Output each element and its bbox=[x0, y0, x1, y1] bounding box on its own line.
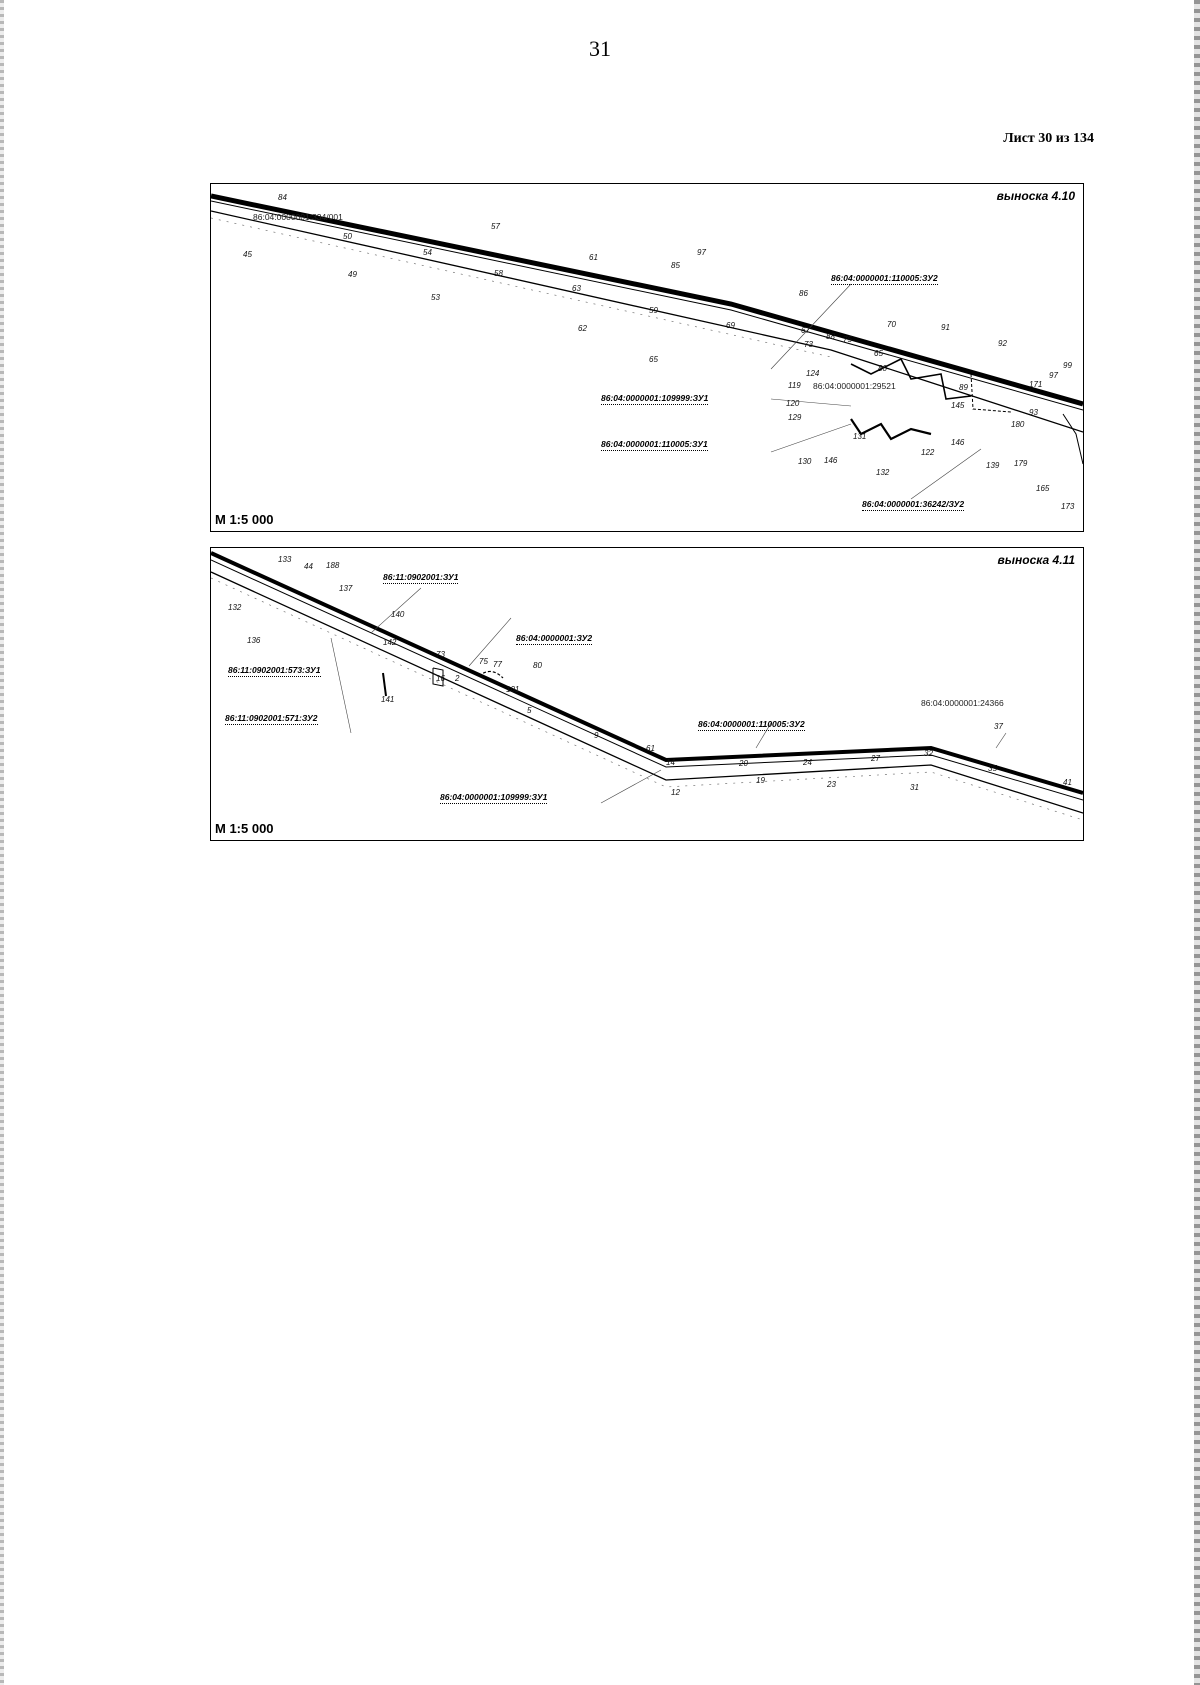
scan-edge-right bbox=[1194, 0, 1200, 1685]
point-label: 20 bbox=[739, 759, 748, 768]
point-label: 75 bbox=[843, 335, 852, 344]
leader-line bbox=[771, 284, 851, 369]
map-callout-4-11 bbox=[210, 547, 1084, 841]
cadastral-label: 86:04:0000001:24366 bbox=[921, 698, 1004, 708]
leader-line bbox=[469, 618, 511, 666]
cadastral-label: 86:04:0000001:36242/ЗУ2 bbox=[862, 499, 965, 509]
point-label: 73 bbox=[804, 340, 813, 349]
point-label: 101 bbox=[506, 685, 520, 694]
point-label: 146 bbox=[951, 438, 965, 447]
point-label: 141 bbox=[381, 695, 395, 704]
point-label: 85 bbox=[671, 261, 680, 270]
scale-label: М 1:5 000 bbox=[215, 512, 274, 527]
point-label: 14 bbox=[666, 758, 675, 767]
point-label: 91 bbox=[941, 323, 950, 332]
leader-line bbox=[771, 399, 851, 406]
point-label: 5 bbox=[527, 706, 532, 715]
cadastral-label: 86:04:0000001:110005:ЗУ1 bbox=[601, 439, 708, 449]
point-label: 130 bbox=[798, 457, 812, 466]
point-label: 61 bbox=[646, 744, 655, 753]
scale-label: М 1:5 000 bbox=[215, 821, 274, 836]
cadastral-label: 86:04:0000001:110005:ЗУ2 bbox=[831, 273, 938, 283]
point-label: 67 bbox=[801, 326, 810, 335]
point-label: 180 bbox=[1011, 420, 1025, 429]
point-label: 80 bbox=[878, 364, 887, 373]
cadastral-label: 86:04:0000001:110005:ЗУ2 bbox=[698, 719, 805, 729]
point-label: 145 bbox=[951, 401, 965, 410]
marker-line bbox=[383, 673, 386, 696]
point-label: 53 bbox=[431, 293, 440, 302]
cadastral-label: 86:11:0902001:571:ЗУ2 bbox=[225, 713, 318, 723]
point-label: 86 bbox=[799, 289, 808, 298]
road-edge-line bbox=[211, 560, 1083, 800]
cadastral-label: 86:04:0000001:ЗУ2 bbox=[516, 633, 593, 643]
point-label: 132 bbox=[228, 603, 242, 612]
road-edge-line bbox=[211, 201, 1083, 410]
point-label: 65 bbox=[649, 355, 658, 364]
point-label: 93 bbox=[1029, 408, 1038, 417]
point-label: 57 bbox=[491, 222, 500, 231]
point-label: 139 bbox=[986, 461, 1000, 470]
cadastral-label: 86:04:0000001:109999:ЗУ1 bbox=[601, 393, 709, 403]
point-label: 31 bbox=[910, 783, 919, 792]
point-label: 12 bbox=[671, 788, 680, 797]
point-label: 24 bbox=[803, 758, 812, 767]
point-label: 58 bbox=[494, 269, 503, 278]
point-label: 2 bbox=[455, 674, 460, 683]
point-label: 23 bbox=[827, 780, 836, 789]
point-label: 27 bbox=[871, 754, 880, 763]
callout-title: выноска 4.10 bbox=[996, 189, 1075, 203]
point-label: 41 bbox=[1063, 778, 1072, 787]
point-label: 97 bbox=[697, 248, 706, 257]
callout-title: выноска 4.11 bbox=[997, 553, 1075, 567]
point-label: 45 bbox=[243, 250, 252, 259]
boundary-dotted bbox=[211, 218, 831, 357]
corner-line bbox=[1063, 414, 1083, 464]
point-label: 99 bbox=[1063, 361, 1072, 370]
sheet-label: Лист 30 из 134 bbox=[1003, 131, 1094, 146]
point-label: 44 bbox=[304, 562, 313, 571]
point-label: 89 bbox=[959, 383, 968, 392]
point-label: 19 bbox=[756, 776, 765, 785]
point-label: 70 bbox=[887, 320, 896, 329]
point-label: 88 bbox=[826, 332, 835, 341]
point-label: 131 bbox=[853, 432, 867, 441]
point-label: 73 bbox=[436, 650, 445, 659]
cadastral-label: 86:04:0000001:29521 bbox=[813, 381, 896, 391]
point-label: 119 bbox=[788, 381, 801, 390]
point-label: 77 bbox=[493, 660, 502, 669]
point-label: 62 bbox=[578, 324, 587, 333]
point-label: 188 bbox=[326, 561, 340, 570]
point-label: 54 bbox=[423, 248, 432, 257]
page-number: 31 bbox=[589, 36, 611, 61]
leader-line bbox=[771, 424, 851, 452]
point-label: 32 bbox=[924, 749, 933, 758]
point-label: 179 bbox=[1014, 459, 1028, 468]
point-label: 137 bbox=[339, 584, 353, 593]
leader-line bbox=[331, 638, 351, 733]
cadastral-label: 86:04:0000001:109999:ЗУ1 bbox=[440, 792, 548, 802]
point-label: 9 bbox=[594, 731, 599, 740]
map-drawing-4-10 bbox=[211, 184, 1083, 531]
point-label: 35 bbox=[988, 764, 997, 773]
point-label: 63 bbox=[572, 284, 581, 293]
point-label: 129 bbox=[788, 413, 802, 422]
cadastral-label: 86:11:0902001:ЗУ1 bbox=[383, 572, 459, 582]
point-label: 120 bbox=[786, 399, 800, 408]
point-label: 92 bbox=[998, 339, 1007, 348]
point-label: 49 bbox=[348, 270, 357, 279]
point-label: 140 bbox=[391, 610, 405, 619]
point-label: 142 bbox=[383, 638, 397, 647]
point-label: 132 bbox=[876, 468, 890, 477]
point-label: 80 bbox=[533, 661, 542, 670]
point-label: 75 bbox=[479, 657, 488, 666]
point-label: 97 bbox=[1049, 371, 1058, 380]
boundary-line bbox=[211, 572, 1083, 813]
scan-edge-left bbox=[0, 0, 4, 1685]
point-label: 84 bbox=[278, 193, 287, 202]
point-label: 165 bbox=[1036, 484, 1050, 493]
point-label: 124 bbox=[806, 369, 820, 378]
point-label: 146 bbox=[824, 456, 838, 465]
point-label: 133 bbox=[278, 555, 292, 564]
cadastral-label: 86:04:0000001:334/001 bbox=[253, 212, 343, 222]
point-label: 59 bbox=[649, 306, 658, 315]
leader-line bbox=[996, 733, 1006, 748]
point-label: 136 bbox=[247, 636, 261, 645]
point-label: 61 bbox=[589, 253, 598, 262]
point-label: 50 bbox=[343, 232, 352, 241]
point-label: 122 bbox=[921, 448, 935, 457]
cadastral-label: 86:11:0902001:573:ЗУ1 bbox=[228, 665, 321, 675]
leader-line bbox=[601, 770, 661, 803]
point-label: 171 bbox=[1029, 380, 1043, 389]
point-label: 69 bbox=[726, 321, 735, 330]
point-label: 16 bbox=[436, 674, 445, 683]
point-label: 37 bbox=[994, 722, 1003, 731]
map-callout-4-10 bbox=[210, 183, 1084, 532]
point-label: 65 bbox=[874, 349, 883, 358]
point-label: 173 bbox=[1061, 502, 1075, 511]
